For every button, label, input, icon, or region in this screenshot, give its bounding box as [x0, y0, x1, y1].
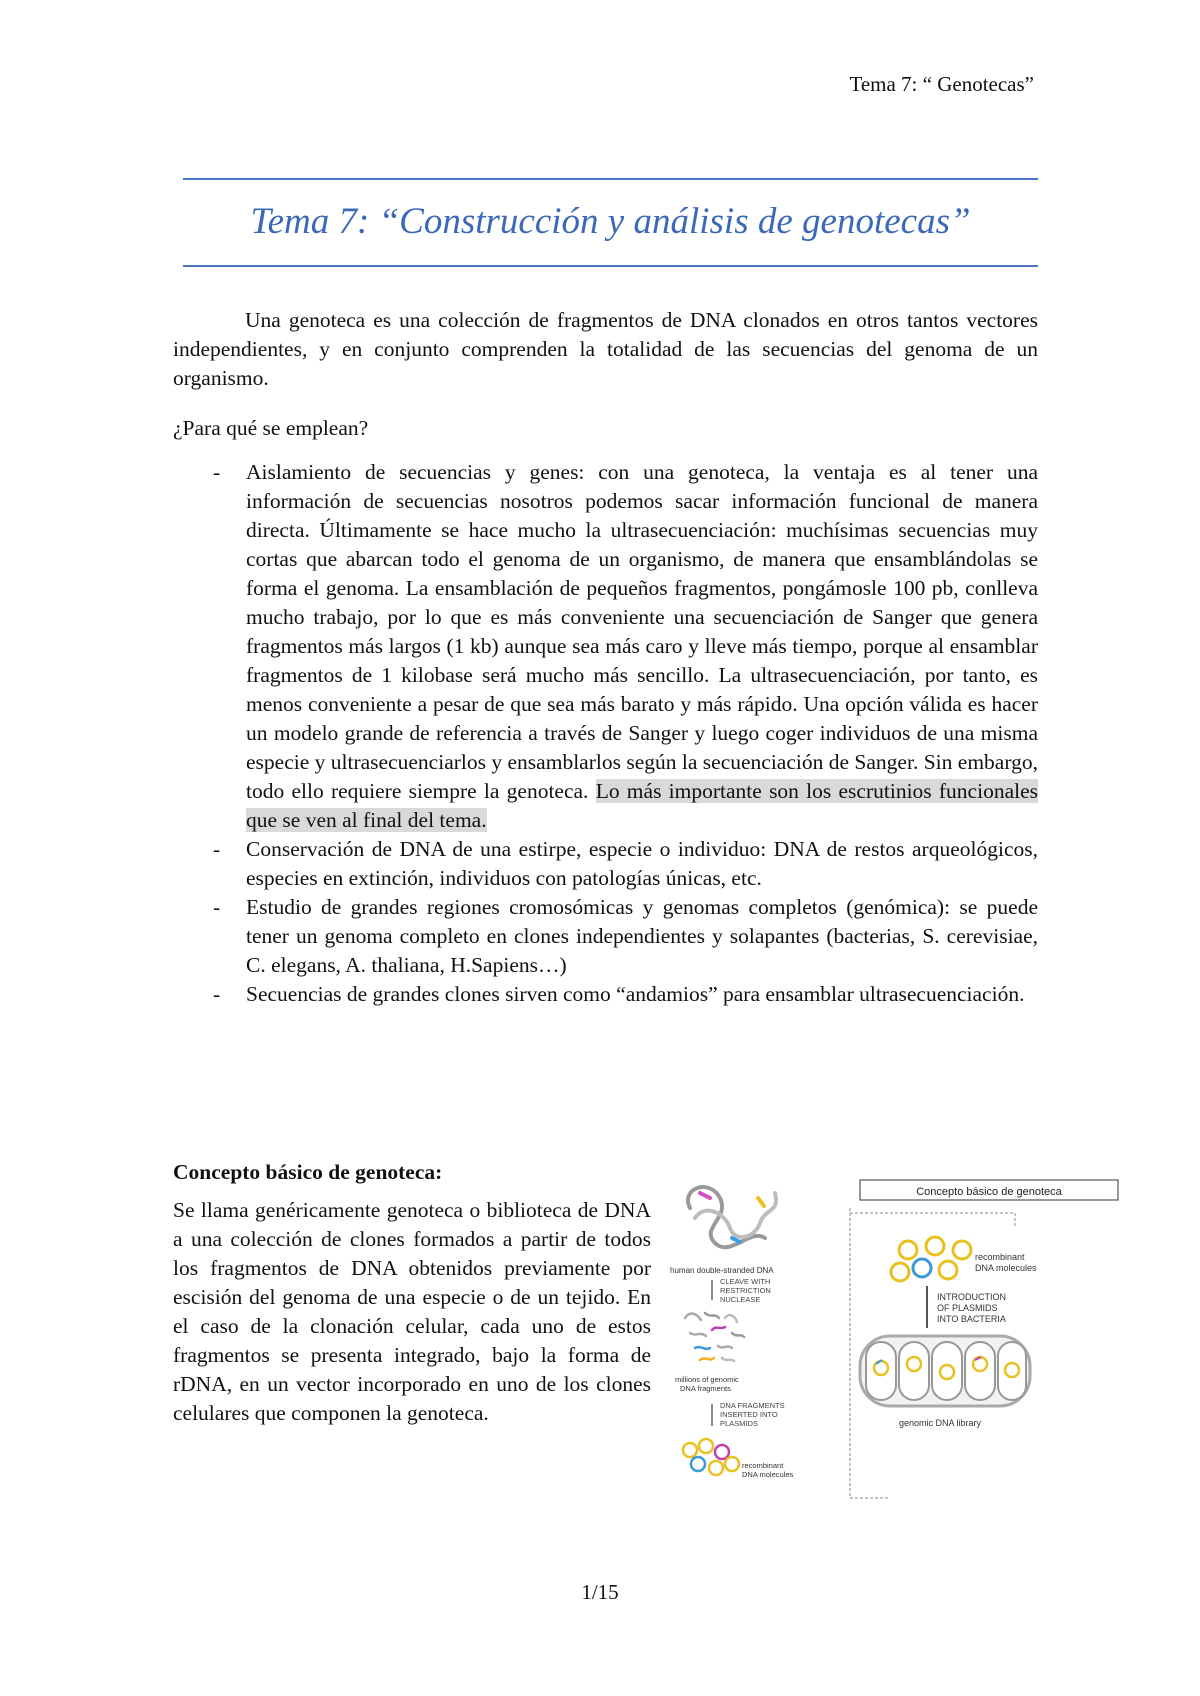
page-title: Tema 7: “Construcción y análisis de genotecas”: [250, 201, 971, 242]
list-dash: -: [213, 460, 221, 484]
question-line: ¿Para qué se emplean?: [173, 416, 369, 440]
list-item: [173, 980, 1038, 1009]
label-recombinant-big: recombinant DNA molecules: [975, 1252, 1037, 1273]
label-introduction: INTRODUCTION OF PLASMIDS INTO BACTERIA: [937, 1292, 1006, 1324]
title-rule-top: [183, 178, 1038, 180]
label-cleave: CLEAVE WITH RESTRICTION NUCLEASE: [720, 1277, 771, 1304]
list-item: [173, 835, 1038, 893]
dna-fragments-icon: [685, 1313, 744, 1361]
section-heading: Concepto básico de genoteca:: [173, 1160, 443, 1184]
label-human-dna: human double-stranded DNA: [670, 1266, 774, 1275]
bacteria-library-icon: [860, 1336, 1030, 1406]
list-item-text: Secuencias de grandes clones sirven como “andamios” para ensamblar ultrasecuenciación.: [246, 982, 1025, 1006]
title-rule-bottom: [183, 265, 1038, 267]
list-item: [173, 458, 1038, 835]
label-inserted: DNA FRAGMENTS INSERTED INTO PLASMIDS: [720, 1401, 785, 1428]
dna-squiggle-icon: [688, 1187, 776, 1247]
label-genomic-library: genomic DNA library: [898, 1418, 982, 1428]
plasmid-circles-icon: [683, 1439, 739, 1475]
uses-list: [173, 458, 1038, 1009]
list-item-text: Conservación de DNA de una estirpe, especie o individuo: DNA de restos arqueológicos, especies en extinción, individuos con patologías únicas, etc.: [246, 837, 1038, 890]
label-fragments: millions of genomic DNA fragments: [675, 1375, 739, 1393]
highlighted-text: Lo más importante son los escrutinios funcionales que se ven al final del tema.: [246, 779, 1038, 832]
list-dash: -: [213, 895, 221, 919]
intro-paragraph: Una genoteca es una colección de fragmentos de DNA clonados en otros tantos vectores independientes, y en conjunto comprenden la totalidad de las secuencias del genoma de un organismo.: [173, 308, 1038, 390]
list-item-text: Estudio de grandes regiones cromosómicas y genomas completos (genómica): se puede tener un genoma completo en clones independientes y solapantes (bacterias, S. cerevisiae, C. elegans, A. thaliana, H.Sapiens…): [246, 895, 1038, 977]
figure-title-text: Concepto básico de genoteca: [916, 1186, 1062, 1198]
list-item: [173, 893, 1038, 980]
genomic-library-figure: [670, 1168, 1120, 1503]
dashed-connector: [850, 1208, 1015, 1226]
label-recombinant-small: recombinant DNA molecules: [742, 1461, 794, 1479]
list-dash: -: [213, 837, 221, 861]
section-paragraph: Se llama genéricamente genoteca o biblioteca de DNA a una colección de clones formados a partir de todos los fragmentos de DNA obtenidos previamente por escisión del genoma de una especie o de un tejido. En el caso de la clonación celular, cada uno de estos fragmentos se presenta integrado, bajo la forma de rDNA, en un vector incorporado en uno de los clones celulares que componen la genoteca.: [173, 1198, 651, 1425]
list-item-text: Aislamiento de secuencias y genes: con una genoteca, la ventaja es al tener una información de secuencias nosotros podemos sacar información funcional de manera directa. Últimamente se hace mucho la ultrasecuenciación: muchísimas secuencias muy cortas que abarcan todo el genoma de un organismo, de manera que ensamblándolas se forma el genoma. La ensamblación de pequeños fragmentos, pongámosle 100 pb, conlleva mucho trabajo, por lo que es más conveniente una secuenciación de Sanger que genera fragmentos más largos (1 kb) aunque sea más caro y lleve más tiempo, porque al ensamblar fragmentos de 1 kilobase será mucho más sencillo. La ultrasecuenciación, por tanto, es menos conveniente a pesar de que sea más barato y más rápido. Una opción válida es hacer un modelo grande de referencia a través de Sanger y luego coger individuos de una misma especie y ultrasecuenciarlos y ensamblarlos según la secuenciación de Sanger. Sin embargo, todo ello requiere siempre la genoteca.: [246, 460, 1038, 803]
page-number: 1/15: [581, 1580, 619, 1604]
list-dash: -: [213, 982, 221, 1006]
plasmid-circles-large-icon: [891, 1237, 971, 1281]
figure-diagram: [670, 1168, 1120, 1503]
running-header: Tema 7: “ Genotecas”: [849, 72, 1034, 96]
